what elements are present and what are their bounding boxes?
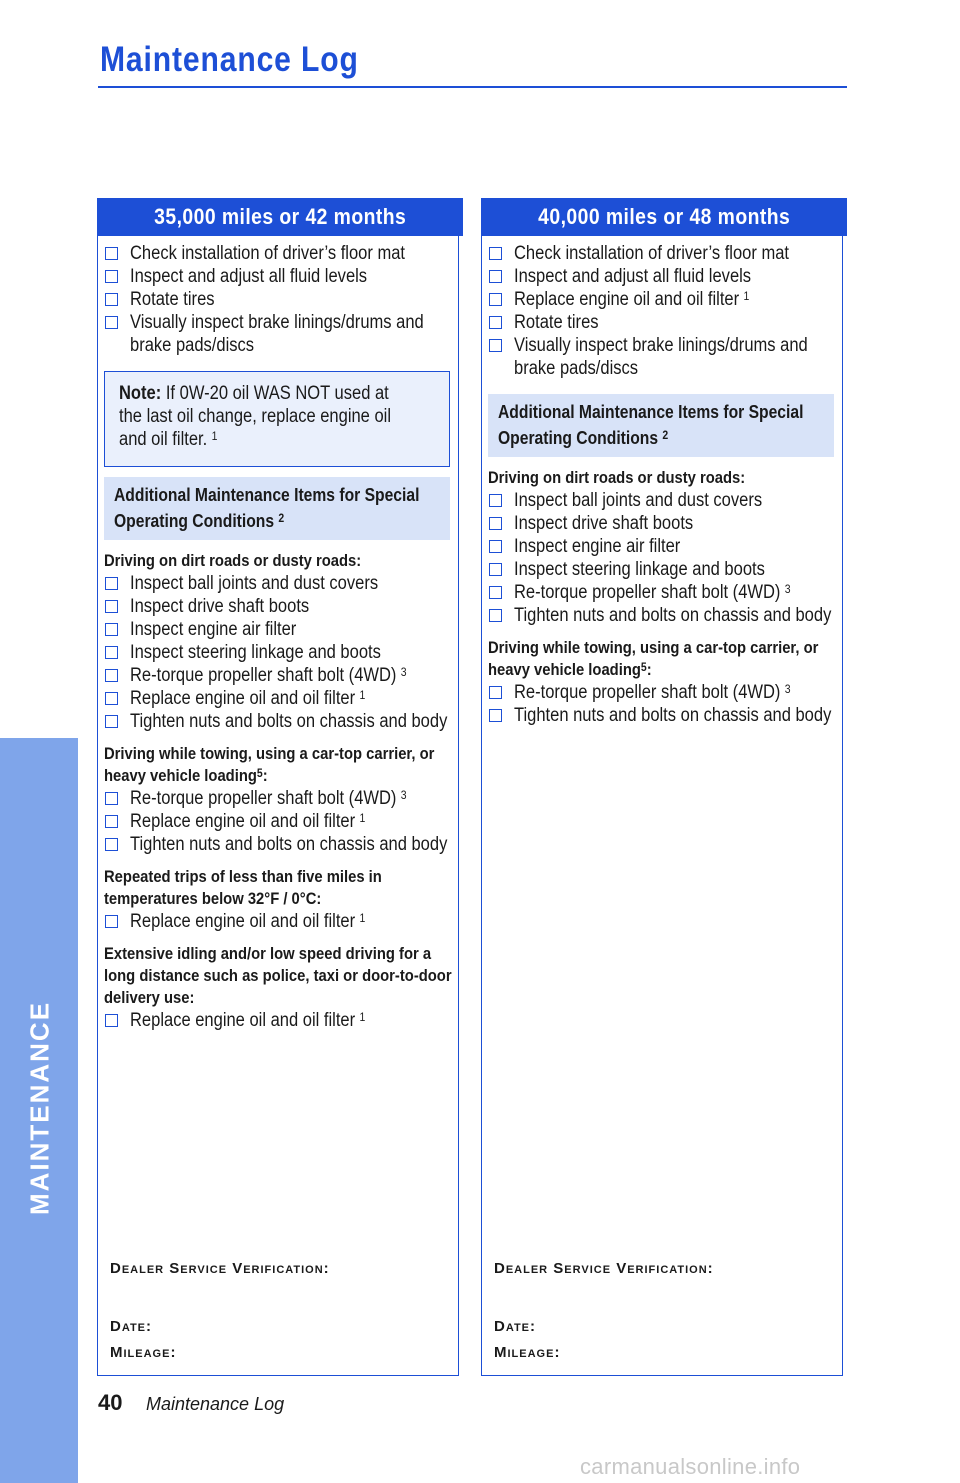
condition-heading-text: Driving while towing, using a car-top carrier, or heavy vehicle loading <box>488 638 819 679</box>
checkbox[interactable] <box>105 1014 118 1027</box>
checklist-item <box>488 704 838 727</box>
condition-heading-text: Repeated trips of less than five miles in temperatures below 32°F / 0°C: <box>104 867 382 908</box>
footnote-ref: 1 <box>359 688 366 702</box>
checklist-item-text: Inspect steering linkage and boots <box>514 559 765 580</box>
page-title: Maintenance Log <box>100 40 359 79</box>
checkbox[interactable] <box>489 540 502 553</box>
additional-items-footnote: 2 <box>662 428 669 442</box>
title-rule <box>98 86 847 88</box>
checklist-item-text: Replace engine oil and oil filter <box>130 1010 356 1031</box>
condition-sections <box>104 550 454 1032</box>
condition-heading <box>104 943 454 1009</box>
footnote-ref: 3 <box>784 682 791 696</box>
checklist-item-text: Visually inspect brake linings/drums and brake pads/discs <box>130 312 424 356</box>
checkbox[interactable] <box>105 247 118 260</box>
checkbox[interactable] <box>489 609 502 622</box>
condition-heading: Driving while towing, using a car-top carrier, or heavy vehicle loading$^5$: <box>488 638 819 679</box>
checklist-item-text: Re-torque propeller shaft bolt (4WD) <box>514 582 781 603</box>
checklist-item-text: Visually inspect brake linings/drums and brake pads/discs <box>514 335 808 379</box>
checklist-item-text: Replace engine oil and oil filter <box>130 688 356 709</box>
checklist-item <box>488 512 838 535</box>
footnote-ref: 5 <box>256 766 263 780</box>
checklist-item-text: Tighten nuts and bolts on chassis and body <box>130 834 448 855</box>
checkbox[interactable] <box>489 247 502 260</box>
note-box <box>104 371 450 467</box>
dealer-verification-label: Dealer Service Verification: <box>110 1260 330 1277</box>
additional-items-title: Additional Maintenance Items for Special Operating Conditions <box>498 402 804 448</box>
additional-items-banner <box>104 477 450 540</box>
checkbox[interactable] <box>105 623 118 636</box>
mileage-label: Mileage: <box>110 1344 177 1361</box>
checklist-item <box>488 558 838 581</box>
column-header: 40,000 miles or 48 months <box>481 198 847 236</box>
checklist-item <box>104 687 454 710</box>
footnote-ref: 1 <box>743 289 750 303</box>
checklist-item-text: Inspect ball joints and dust covers <box>514 490 763 511</box>
checklist-item <box>488 242 838 265</box>
condition-heading <box>104 866 454 910</box>
checklist-item-text: Inspect and adjust all fluid levels <box>130 266 368 287</box>
checklist-item <box>488 311 838 334</box>
checkbox[interactable] <box>105 715 118 728</box>
checklist-item-text: Rotate tires <box>130 289 215 310</box>
checkbox[interactable] <box>105 293 118 306</box>
condition-heading: Driving while towing, using a car-top carrier, or heavy vehicle loading$^5$: <box>104 744 435 785</box>
checklist-item <box>104 265 454 288</box>
additional-items-footnote: 2 <box>278 511 285 525</box>
footnote-ref: 1 <box>359 811 366 825</box>
condition-sections <box>488 467 838 727</box>
checklist-item-text: Inspect ball joints and dust covers <box>130 573 379 594</box>
condition-heading <box>488 467 838 489</box>
checklist <box>104 242 454 357</box>
checklist-item <box>104 618 454 641</box>
checkbox[interactable] <box>105 669 118 682</box>
checklist-item-text: Inspect engine air filter <box>514 536 681 557</box>
footnote-ref: 3 <box>400 788 407 802</box>
checklist-item-text: Replace engine oil and oil filter <box>514 289 740 310</box>
watermark: carmanualsonline.info <box>580 1454 801 1479</box>
footnote-ref: 1 <box>359 911 366 925</box>
checkbox[interactable] <box>489 586 502 599</box>
checklist <box>488 242 838 380</box>
checkbox[interactable] <box>489 494 502 507</box>
checklist-item <box>488 581 838 604</box>
column-35000 <box>97 198 459 1376</box>
checkbox[interactable] <box>105 270 118 283</box>
date-label: Date: <box>494 1318 537 1335</box>
checklist-item <box>104 595 454 618</box>
footnote-ref: 3 <box>400 665 407 679</box>
checklist-item-text: Inspect and adjust all fluid levels <box>514 266 752 287</box>
checklist-item-text: Replace engine oil and oil filter <box>130 911 356 932</box>
checklist-item-text: Re-torque propeller shaft bolt (4WD) <box>130 665 397 686</box>
checklist-item <box>104 787 454 810</box>
checklist-item <box>104 664 454 687</box>
checklist-item <box>104 833 454 856</box>
checklist-item <box>104 1009 454 1032</box>
checkbox[interactable] <box>489 517 502 530</box>
checklist-item <box>104 641 454 664</box>
condition-heading-text: Driving on dirt roads or dusty roads: <box>104 551 362 570</box>
checklist-item <box>488 681 838 704</box>
column-40000 <box>481 198 843 1376</box>
checklist-item <box>488 535 838 558</box>
checklist-item <box>104 288 454 311</box>
dealer-verification-label: Dealer Service Verification: <box>494 1260 714 1277</box>
note-label: Note: <box>119 383 162 404</box>
footer-label: Maintenance Log <box>146 1394 285 1414</box>
checklist-item-text: Replace engine oil and oil filter <box>130 811 356 832</box>
checklist-item-text: Check installation of driver’s floor mat <box>514 243 790 264</box>
checklist-item-text: Tighten nuts and bolts on chassis and body <box>514 705 832 726</box>
condition-heading <box>104 550 454 572</box>
checkbox[interactable] <box>489 270 502 283</box>
checklist-item-text: Rotate tires <box>514 312 599 333</box>
checklist-item-text: Tighten nuts and bolts on chassis and body <box>514 605 832 626</box>
checklist-item-text: Inspect drive shaft boots <box>514 513 694 534</box>
checkbox[interactable] <box>105 600 118 613</box>
checklist-item-text: Tighten nuts and bolts on chassis and body <box>130 711 448 732</box>
checkbox[interactable] <box>489 686 502 699</box>
checkbox[interactable] <box>105 815 118 828</box>
footnote-ref: 3 <box>784 582 791 596</box>
checkbox[interactable] <box>105 316 118 329</box>
column-body <box>104 242 454 1032</box>
checkbox[interactable] <box>489 316 502 329</box>
checkbox[interactable] <box>489 563 502 576</box>
checklist-item <box>488 334 838 380</box>
checklist-item-text: Inspect drive shaft boots <box>130 596 310 617</box>
footnote-ref: 5 <box>640 660 647 674</box>
footnote-ref: 1 <box>359 1010 366 1024</box>
checklist-item <box>488 265 838 288</box>
condition-heading-text: Driving on dirt roads or dusty roads: <box>488 468 746 487</box>
checklist-item <box>104 572 454 595</box>
additional-items-banner <box>488 394 834 457</box>
side-tab-label: MAINTENANCE <box>24 1000 55 1216</box>
checklist-item-text: Re-torque propeller shaft bolt (4WD) <box>514 682 781 703</box>
checklist-item-text: Inspect steering linkage and boots <box>130 642 381 663</box>
checklist-item <box>104 810 454 833</box>
column-body <box>488 242 838 727</box>
checklist-item <box>104 910 454 933</box>
condition-heading-text: Driving while towing, using a car-top carrier, or heavy vehicle loading <box>104 744 435 785</box>
checkbox[interactable] <box>489 293 502 306</box>
checklist-item <box>104 710 454 733</box>
checklist-item-text: Check installation of driver’s floor mat <box>130 243 406 264</box>
checklist-item-text: Re-torque propeller shaft bolt (4WD) <box>130 788 397 809</box>
checklist-item <box>104 311 454 357</box>
checkbox[interactable] <box>105 577 118 590</box>
checklist-item <box>104 242 454 265</box>
condition-heading-text: Extensive idling and/or low speed driving for a long distance such as police, taxi or door-to-door delivery use: <box>104 944 452 1007</box>
page-number: 40 <box>98 1390 123 1415</box>
checklist-item <box>488 288 838 311</box>
checklist-item-text: Inspect engine air filter <box>130 619 297 640</box>
note-footnote: 1 <box>211 429 218 443</box>
checkbox[interactable] <box>489 339 502 352</box>
date-label: Date: <box>110 1318 153 1335</box>
checkbox[interactable] <box>105 915 118 928</box>
column-header: 35,000 miles or 42 months <box>97 198 463 236</box>
checklist-item <box>488 604 838 627</box>
checkbox[interactable] <box>105 646 118 659</box>
checklist-item <box>488 489 838 512</box>
additional-items-title: Additional Maintenance Items for Special Operating Conditions <box>114 485 420 531</box>
checkbox[interactable] <box>489 709 502 722</box>
mileage-label: Mileage: <box>494 1344 561 1361</box>
checkbox[interactable] <box>105 692 118 705</box>
checkbox[interactable] <box>105 838 118 851</box>
checkbox[interactable] <box>105 792 118 805</box>
note-text: If 0W-20 oil WAS NOT used at the last oil change, replace engine oil and oil filter. <box>119 383 392 450</box>
